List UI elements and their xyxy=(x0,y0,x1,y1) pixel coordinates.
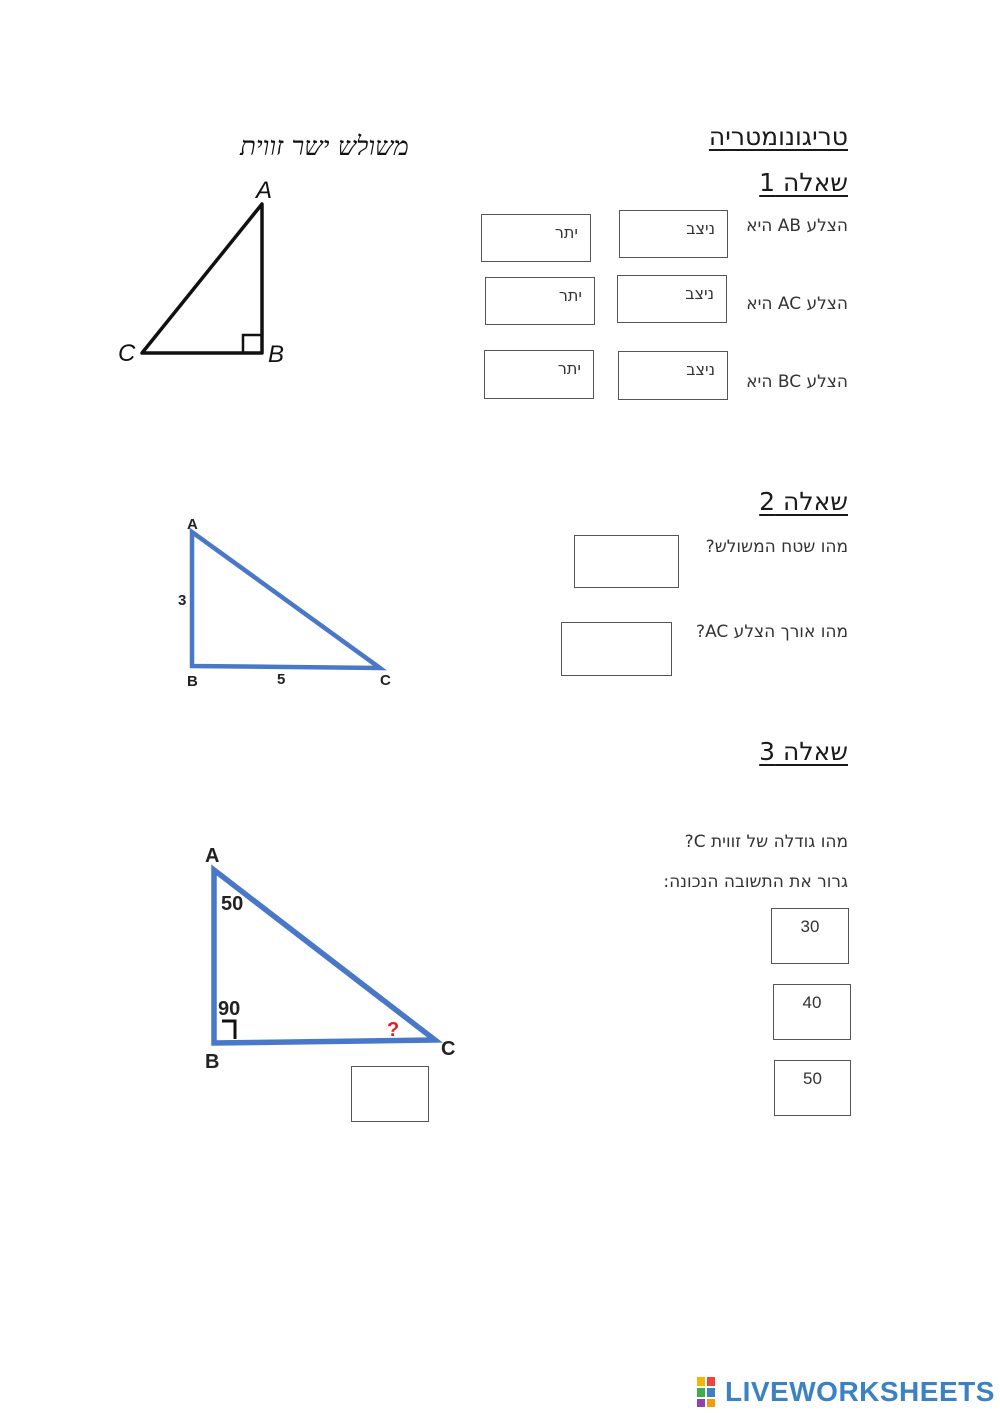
vertex-label-c: C xyxy=(380,672,391,689)
option-value: 50 xyxy=(803,1069,822,1088)
right-angle-mark xyxy=(222,1021,235,1039)
q3-option-50[interactable] xyxy=(774,1060,851,1116)
option-label: ניצב xyxy=(686,360,715,379)
diagram-caption: משולש ישר זווית xyxy=(240,132,409,162)
option-label: ניצב xyxy=(686,219,715,238)
side-label-bc: 5 xyxy=(277,671,286,688)
option-value: 40 xyxy=(802,993,822,1012)
option-label: ניצב xyxy=(685,284,714,303)
option-value: 30 xyxy=(800,917,820,936)
q1-row3-option-hypotenuse[interactable] xyxy=(484,350,594,399)
brand-name: LIVEWORKSHEETS xyxy=(725,1376,995,1407)
q1-heading: שאלה 1 xyxy=(759,168,848,197)
q1-row1-question: הצלע AB היא xyxy=(746,216,848,236)
q3-instruction: גרור את התשובה הנכונה: xyxy=(663,872,848,892)
triangle-outline xyxy=(214,870,435,1043)
q2-ac-answer-box[interactable] xyxy=(561,622,672,676)
vertex-label-a: A xyxy=(205,845,220,867)
right-angle-mark xyxy=(243,335,262,353)
page-title: טריגונומטריה xyxy=(708,122,848,151)
triangle-diagram-2 xyxy=(170,510,410,695)
q2-area-answer-box[interactable] xyxy=(574,535,679,588)
logo-blocks-icon xyxy=(697,1377,725,1407)
side-label-ab: 3 xyxy=(178,592,187,609)
q1-row1-option-leg[interactable] xyxy=(619,210,728,258)
triangle-outline xyxy=(142,204,262,353)
q3-heading: שאלה 3 xyxy=(759,737,848,766)
vertex-label-a: A xyxy=(187,516,198,533)
q1-row2-option-hypotenuse[interactable] xyxy=(485,277,595,325)
q2-ac-question: מהו אורך הצלע AC? xyxy=(696,622,848,642)
vertex-label-b: B xyxy=(187,673,198,690)
q2-heading: שאלה 2 xyxy=(759,487,848,516)
option-label: יתר xyxy=(554,223,578,242)
vertex-label-b: B xyxy=(205,1051,220,1073)
angle-label-a: 50 xyxy=(221,893,244,915)
triangle-outline xyxy=(192,532,380,668)
q1-row2-option-leg[interactable] xyxy=(617,275,727,323)
triangle-diagram-1 xyxy=(100,170,320,380)
angle-label-c: ? xyxy=(387,1019,400,1041)
brand-logo xyxy=(697,1376,995,1408)
vertex-label-a: A xyxy=(256,177,273,204)
q1-row3-option-leg[interactable] xyxy=(618,351,728,400)
angle-label-b: 90 xyxy=(218,998,241,1020)
q1-row2-question: הצלע AC היא xyxy=(746,294,848,314)
vertex-label-b: B xyxy=(268,341,285,368)
q3-question: מהו גודלה של זווית C? xyxy=(684,832,848,852)
q1-row1-option-hypotenuse[interactable] xyxy=(481,214,591,262)
q3-option-40[interactable] xyxy=(773,984,851,1040)
option-label: יתר xyxy=(558,286,582,305)
option-label: יתר xyxy=(557,359,581,378)
q3-answer-drop-box[interactable] xyxy=(351,1066,429,1122)
q3-option-30[interactable] xyxy=(771,908,849,964)
vertex-label-c: C xyxy=(441,1038,456,1060)
q2-area-question: מהו שטח המשולש? xyxy=(705,537,848,557)
q1-row3-question: הצלע BC היא xyxy=(746,372,848,392)
triangle-diagram-3 xyxy=(195,835,475,1075)
vertex-label-c: C xyxy=(118,340,136,367)
